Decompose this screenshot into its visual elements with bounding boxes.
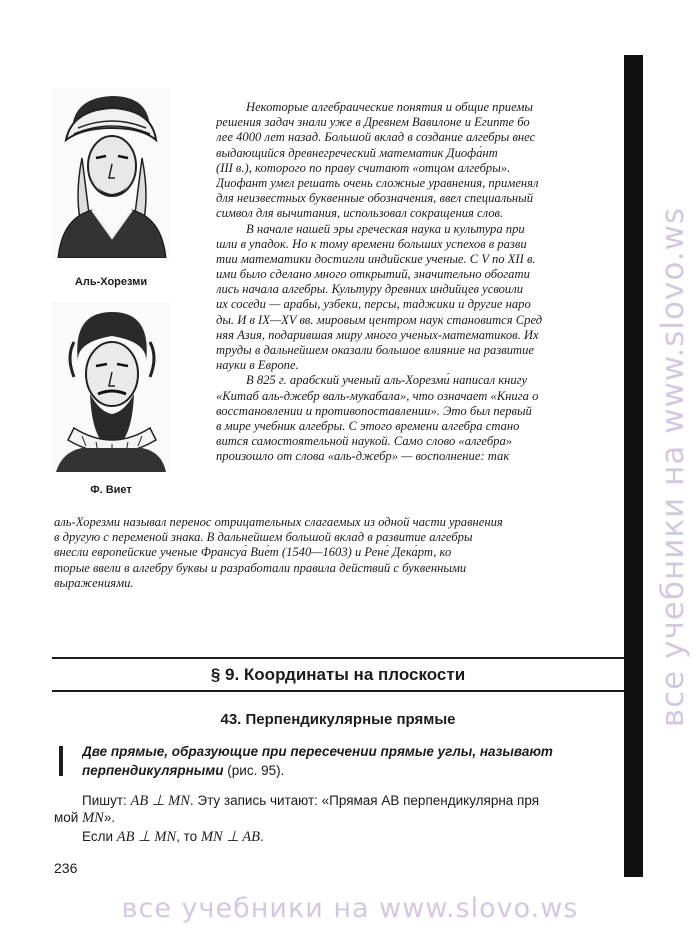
section-title: § 9. Координаты на плоскости (210, 665, 466, 684)
text-line: внесли европейские ученые Франсуа́ Вие́т (1540—1603) и Рене́ Дека́рт, ко (54, 545, 452, 560)
text-line: науки в Европе. (216, 358, 299, 373)
notation-line-3 (82, 827, 627, 847)
notation-text: . (260, 829, 264, 844)
text-line: вится самостоятельной наукой. Само слово «алгебра» (216, 434, 513, 449)
text-line: восстановлении и противопоставлении». Это был первый (216, 403, 532, 418)
watermark-bottom: все учебники на www.slovo.ws (121, 893, 579, 924)
definition-line-1: Две прямые, образующие при пересечении прямые углы, называют (82, 744, 553, 759)
text-line: для неизвестных буквенные обозначения, ввел специальный (216, 191, 533, 206)
text-line: ды. И в IX—XV вв. мировым центром наук становится Сред (216, 312, 543, 327)
text-line: «Китаб аль-джебр валь-мукабала», что означает «Книга о (216, 388, 539, 403)
text-line: Диофант умел решать очень сложные уравнения, применял (216, 175, 539, 190)
text-line: Некоторые алгебраические понятия и общие приемы (246, 100, 533, 114)
notation-text: мой (54, 810, 83, 825)
text-line: произошло от слова «аль-джебр» — восполнение: так (216, 449, 510, 464)
text-line: решения задач знали уже в Древнем Вавилоне и Египте бо (216, 115, 530, 130)
text-line: (III в.), которого по праву считают «отцом алгебры». (216, 160, 511, 175)
text-line: символ для вычитания, использовал сокращения слов. (216, 206, 504, 221)
text-line: тии математики достигли индийские ученые. С V по XII в. (216, 251, 536, 266)
history-text-wide (54, 515, 624, 591)
notation-math: MN ⊥ AB (200, 829, 261, 845)
portrait-al-khwarizmi (52, 88, 170, 258)
watermark-vertical (646, 0, 700, 933)
portrait-viete (52, 302, 170, 472)
section-rule-top (52, 657, 624, 659)
caption-viete: Ф. Виет (90, 484, 132, 496)
notation-math: AB ⊥ MN (116, 829, 177, 845)
scan-edge-bar (624, 55, 643, 877)
page-number: 236 (54, 860, 78, 876)
text-line: в мире учебник алгебры. С этого времени алгебра стано (216, 418, 520, 433)
definition-marker (59, 746, 63, 776)
text-line: аль-Хорезми называл перенос отрицательных слагаемых из одной части уравнения (54, 515, 503, 529)
notation-line-2 (54, 808, 624, 828)
text-line: ими было сделано много открытий, значительно обогати (216, 267, 530, 282)
notation-text: . Эту запись читают: «Прямая AB перпендикулярна пря (189, 793, 540, 808)
watermark-vertical-text: все учебники на www.slovo.ws (655, 206, 691, 727)
text-line: выражениями. (54, 575, 134, 590)
notation-text: , то (176, 829, 201, 844)
text-line: лись начала алгебры. Культуру древних индийцев усвоили (216, 282, 524, 297)
definition (82, 742, 627, 780)
text-line: труды в дальнейшем оказали большое влияние на развитие (216, 343, 535, 357)
notation-text: Пишут: (82, 793, 131, 808)
text-line: в другую с переменой знака. В дальнейшем большой вклад в развитие алгебры (54, 530, 473, 545)
caption-al-khwarizmi: Аль-Хорезми (74, 276, 148, 288)
notation-text: ». (103, 810, 116, 825)
subsection-title: 43. Перпендикулярные прямые (220, 711, 456, 728)
section-rule-bottom (52, 690, 624, 692)
text-line: В 825 г. арабский ученый аль-Хорезми́ написал книгу (246, 373, 528, 388)
text-line: В начале нашей эры греческая наука и культура при (246, 221, 525, 236)
text-line: лее 4000 лет назад. Большой вклад в создание алгебры внес (216, 130, 536, 145)
text-line: выдающийся древнегреческий математик Диофа́нт (216, 145, 498, 160)
text-line: торые ввели в алгебру буквы и разработали правила действий с буквенными (54, 560, 467, 575)
history-text (216, 100, 624, 465)
notation-math: AB ⊥ MN (130, 793, 190, 809)
text-line: шли в упадок. Но к тому времени больших успехов в разви (216, 236, 527, 251)
text-line: няя Азия, подарившая миру много ученых-математиков. Их (216, 327, 539, 342)
text-line: их соседи — арабы, узбеки, персы, таджики и другие наро (216, 297, 531, 312)
notation-text: Если (82, 829, 117, 844)
definition-term: перпендикулярными (82, 763, 224, 778)
notation-math: MN (82, 810, 104, 826)
definition-figure-ref: (рис. 95). (223, 763, 285, 778)
